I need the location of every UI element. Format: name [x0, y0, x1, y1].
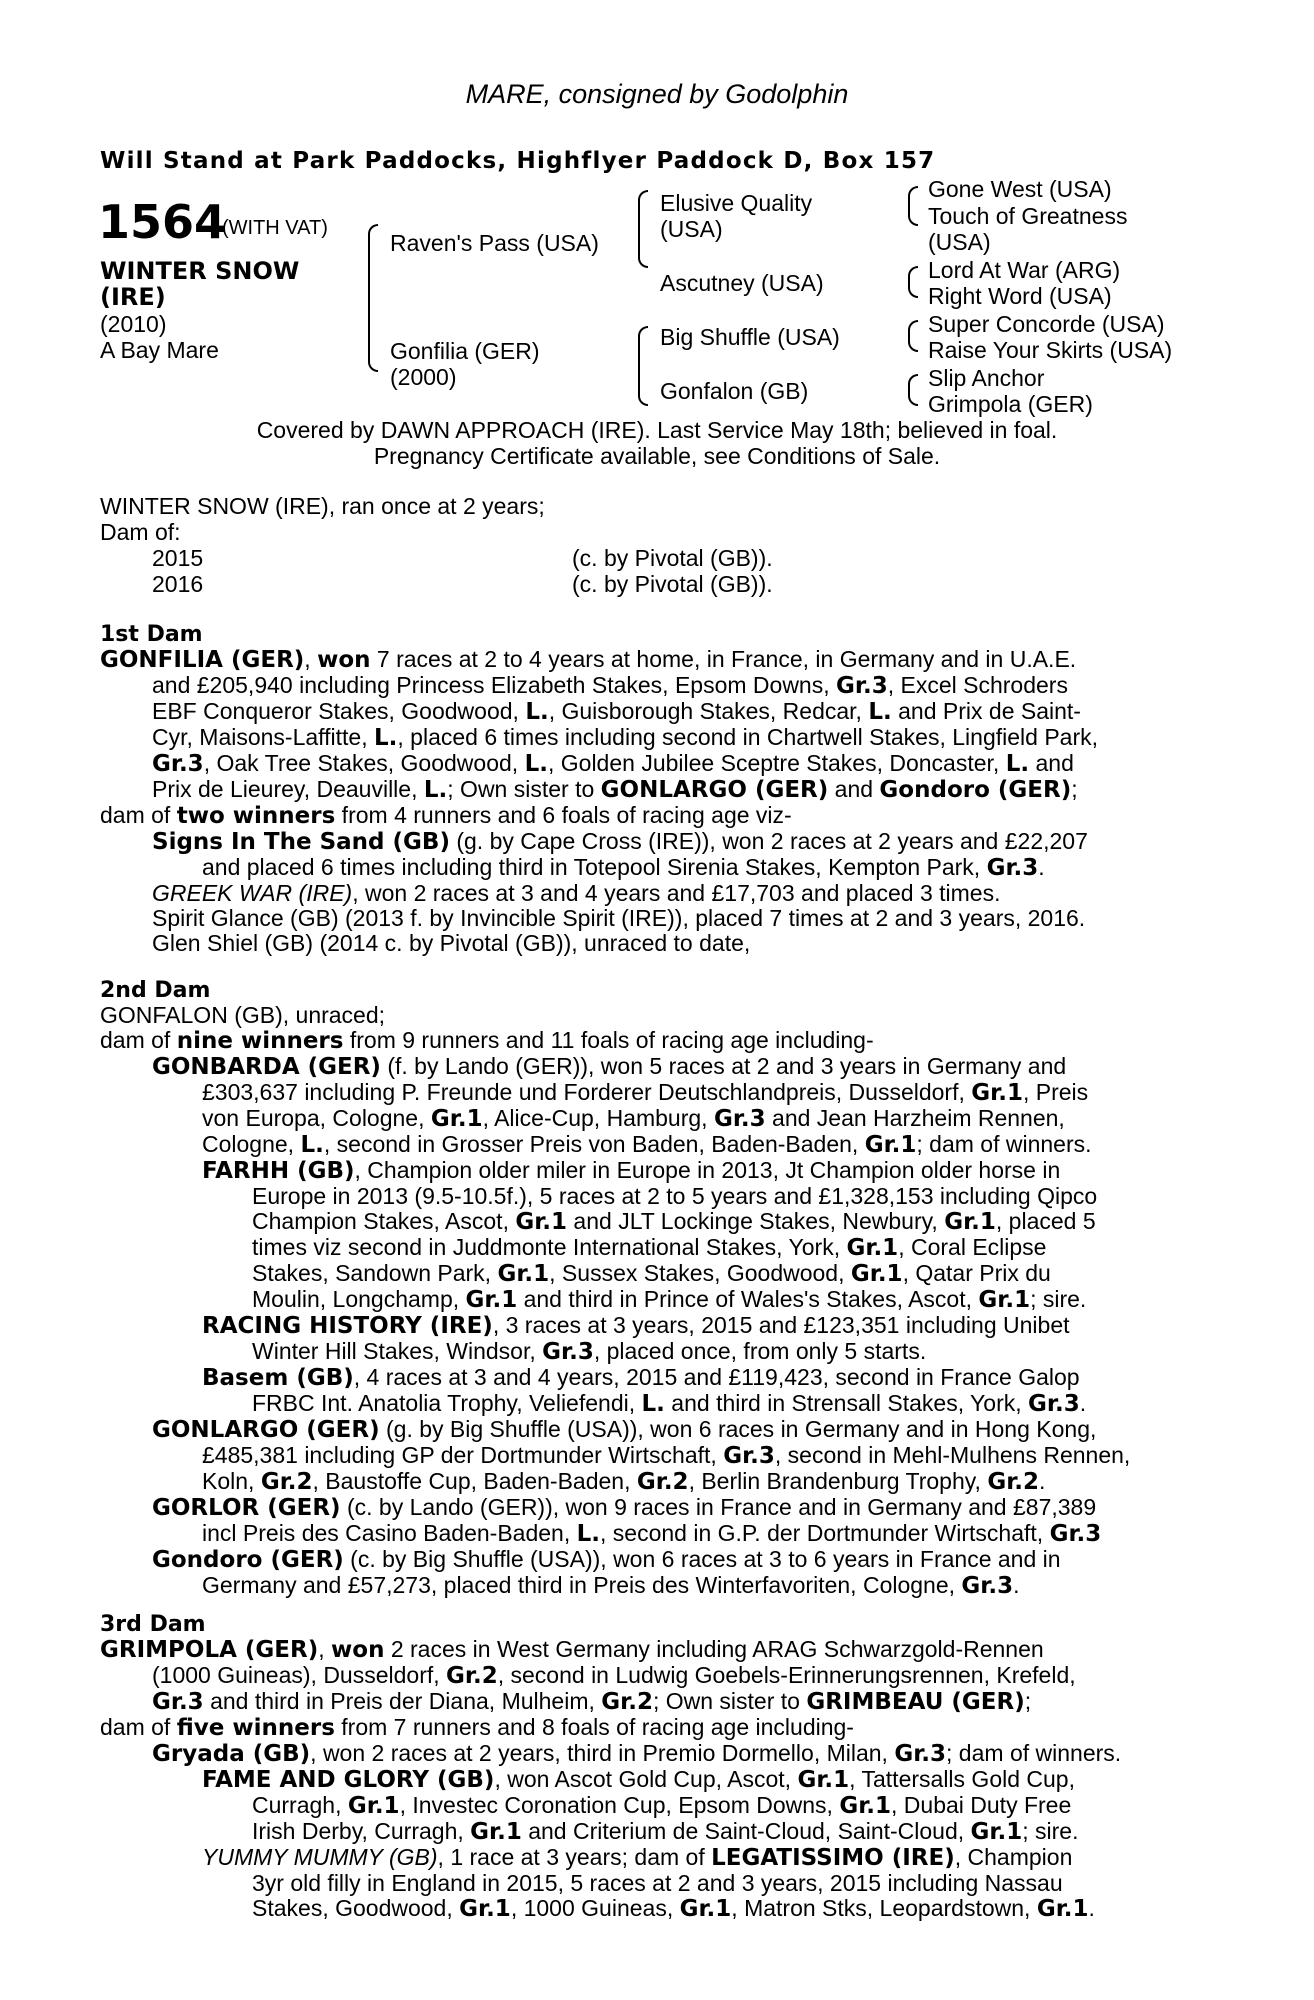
- second-dam-heading: 2nd Dam: [100, 978, 211, 1003]
- produce-year: 2016: [152, 571, 204, 597]
- pedigree-ss: Elusive Quality: [660, 190, 813, 216]
- third-dam-text: GRIMPOLA (GER), won 2 races in West Germany including ARAG Schwarzgold-Rennen (1000 Guineas), Dusseldorf, Gr.2, second in Ludwig Goebels-Erinnerungsrennen, Krefeld, Gr.3 and third in Preis der Diana, Mulheim, Gr.2; Own sister to GRIMBEAU (GER); dam of five winners from 7 runners and 8 foals of racing age including- Gryada (GB), won 2 races at 2 years, third in Premio Dormello, Milan, Gr.3; dam of winners. FAME AND GLORY (GB), won Ascot Gold Cup, Ascot, Gr.1, Tattersalls Gold Cup, Curragh, Gr.1, Investec Coronation Cup, Epsom Downs, Gr.1, Dubai Duty Free Irish Derby, Curragh, Gr.1 and Criterium de Saint-Cloud, Saint-Cloud, Gr.1; sire. YUMMY MUMMY (GB), 1 race at 3 years; dam of LEGATISSIMO (IRE), Champion 3yr old filly in England in 2015, 5 races at 2 and 3 years, 2015 including Nassau Stakes, Goodwood, Gr.1, 1000 Guineas, Gr.1, Matron Stks, Leopardstown, Gr.1.: [100, 1636, 1122, 1922]
- pedigree-brace-sd: [908, 266, 918, 298]
- pedigree-dd: Gonfalon (GB): [660, 378, 809, 404]
- pedigree-ds: Big Shuffle (USA): [660, 324, 840, 350]
- pedigree-ssd-2: (USA): [928, 229, 991, 255]
- mare-summary: WINTER SNOW (IRE), ran once at 2 years;: [100, 493, 545, 519]
- pedigree-sss: Gone West (USA): [928, 176, 1112, 202]
- horse-description: A Bay Mare: [100, 337, 219, 363]
- pedigree-ss-2: (USA): [660, 216, 723, 242]
- first-dam-text: GONFILIA (GER), won 7 races at 2 to 4 years at home, in France, in Germany and in U.A.E. and £205,940 including Princess Elizabeth Stakes, Epsom Downs, Gr.3, Excel Schroders EBF Conqueror Stakes, Goodwood, L., Guisborough Stakes, Redcar, L. and Prix de Saint- Cyr, Maisons-Laffitte, L., placed 6 times including second in Chartwell Stakes, Lingfield Park, Gr.3, Oak Tree Stakes, Goodwood, L., Golden Jubilee Sceptre Stakes, Doncaster, L. and Prix de Lieurey, Deauville, L.; Own sister to GONLARGO (GER) and Gondoro (GER); dam of two winners from 4 runners and 6 foals of racing age viz- Signs In The Sand (GB) (g. by Cape Cross (IRE)), won 2 races at 2 years and £22,207 and placed 6 times including third in Totepool Sirenia Stakes, Kempton Park, Gr.3. GREEK WAR (IRE), won 2 races at 3 and 4 years and £17,703 and placed 3 times. Spirit Glance (GB) (2013 f. by Invincible Spirit (IRE)), placed 7 times at 2 and 3 years, 2016. Glen Shiel (GB) (2014 c. by Pivotal (GB)), unraced to date,: [100, 646, 1098, 956]
- pedigree-brace-ds: [908, 320, 918, 352]
- produce-detail: (c. by Pivotal (GB)).: [572, 545, 773, 571]
- third-dam-heading: 3rd Dam: [100, 1612, 206, 1637]
- pedigree-dam: Gonfilia (GER): [390, 338, 540, 364]
- covered-note: Covered by DAWN APPROACH (IRE). Last Service May 18th; believed in foal.: [256, 417, 1058, 443]
- pedigree-dam-year: (2000): [390, 364, 457, 390]
- pedigree-brace-main: [368, 224, 378, 372]
- pedigree-brace-dd: [908, 374, 918, 406]
- first-dam-heading: 1st Dam: [100, 622, 203, 647]
- pedigree-dds: Slip Anchor: [928, 365, 1045, 391]
- pedigree-sd: Ascutney (USA): [660, 270, 824, 296]
- pregnancy-note: Pregnancy Certificate available, see Conditions of Sale.: [373, 443, 941, 469]
- pedigree-sds: Lord At War (ARG): [928, 257, 1121, 283]
- pedigree-dsd: Raise Your Skirts (USA): [928, 337, 1173, 363]
- dam-of-label: Dam of:: [100, 519, 181, 545]
- vat-note: (WITH VAT): [222, 217, 328, 239]
- pedigree-sdd: Right Word (USA): [928, 283, 1112, 309]
- produce-detail: (c. by Pivotal (GB)).: [572, 571, 773, 597]
- consignor-heading: MARE, consigned by Godolphin: [465, 79, 849, 109]
- horse-name-line2: (IRE): [100, 283, 166, 311]
- pedigree-sire: Raven's Pass (USA): [390, 230, 599, 256]
- second-dam-text: GONFALON (GB), unraced; dam of nine winners from 9 runners and 11 foals of racing age including- GONBARDA (GER) (f. by Lando (GER)), won 5 races at 2 and 3 years in Germany and £303,637 including P. Freunde und Forderer Deutschlandpreis, Dusseldorf, Gr.1, Preis von Europa, Cologne, Gr.1, Alice-Cup, Hamburg, Gr.3 and Jean Harzheim Rennen, Cologne, L., second in Grosser Preis von Baden, Baden-Baden, Gr.1; dam of winners. FARHH (GB), Champion older miler in Europe in 2013, Jt Champion older horse in Europe in 2013 (9.5-10.5f.), 5 races at 2 to 5 years and £1,328,153 including Qipco Champion Stakes, Ascot, Gr.1 and JLT Lockinge Stakes, Newbury, Gr.1, placed 5 times viz second in Juddmonte International Stakes, York, Gr.1, Coral Eclipse Stakes, Sandown Park, Gr.1, Sussex Stakes, Goodwood, Gr.1, Qatar Prix du Moulin, Longchamp, Gr.1 and third in Prince of Wales's Stakes, Ascot, Gr.1; sire. RACING HISTORY (IRE), 3 races at 3 years, 2015 and £123,351 including Unibet Winter Hill Stakes, Windsor, Gr.3, placed once, from only 5 starts. Basem (GB), 4 races at 3 and 4 years, 2015 and £119,423, second in France Galop FRBC Int. Anatolia Trophy, Veliefendi, L. and third in Strensall Stakes, York, Gr.3. GONLARGO (GER) (g. by Big Shuffle (USA)), won 6 races in Germany and in Hong Kong, £485,381 including GP der Dortmunder Wirtschaft, Gr.3, second in Mehl-Mulhens Rennen, Koln, Gr.2, Baustoffe Cup, Baden-Baden, Gr.2, Berlin Brandenburg Trophy, Gr.2. GORLOR (GER) (c. by Lando (GER)), won 9 races in France and in Germany and £87,389 incl Preis des Casino Baden-Baden, L., second in G.P. der Dortmunder Wirtschaft, Gr.3 Gondoro (GER) (c. by Big Shuffle (USA)), won 6 races at 3 to 6 years in France and in Germany and £57,273, placed third in Preis des Winterfavoriten, Cologne, Gr.3.: [100, 1002, 1131, 1599]
- pedigree-brace-ss: [908, 186, 918, 226]
- pedigree-ssd: Touch of Greatness: [928, 203, 1128, 229]
- pedigree-dss: Super Concorde (USA): [928, 311, 1165, 337]
- pedigree-brace-sire: [638, 190, 648, 268]
- pedigree-brace-dam: [638, 326, 648, 406]
- pedigree-ddd: Grimpola (GER): [928, 391, 1093, 417]
- horse-name-line1: WINTER SNOW: [100, 257, 300, 285]
- stand-location: Will Stand at Park Paddocks, Highflyer Paddock D, Box 157: [100, 148, 936, 174]
- foaling-year: (2010): [100, 311, 167, 337]
- lot-number: 1564: [98, 195, 227, 249]
- produce-year: 2015: [152, 545, 204, 571]
